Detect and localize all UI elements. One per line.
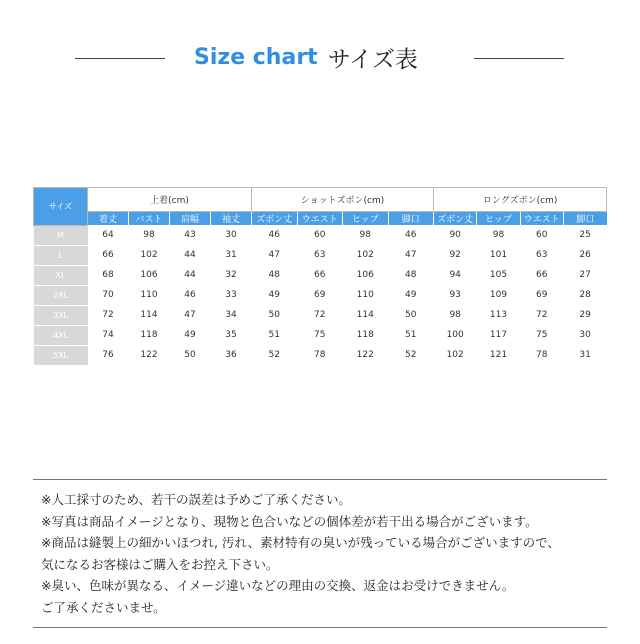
table-cell: 66 [314,270,326,280]
table-cell: 98 [359,230,371,240]
table-cell: 110 [356,290,374,300]
table-cell: 98 [449,310,461,320]
table-cell: 26 [579,250,591,260]
table-cell: 49 [268,290,280,300]
table-cell: 50 [184,350,196,360]
table-row [34,305,607,325]
table-cell: 70 [102,290,114,300]
table-cell: 66 [536,270,548,280]
table-cell: 66 [102,250,114,260]
table-cell: 33 [225,290,237,300]
note-line: ※商品は縫製上の細かいほつれ, 汚れ、素材特有の臭いが残っている場合がございますので、 [41,535,560,550]
table-cell: 114 [356,310,374,320]
table-cell: 52 [268,350,280,360]
sub-header: ヒップ [477,212,520,226]
table-cell: 122 [356,350,374,360]
table-row [34,345,607,365]
note-line: ※臭い、色味が異なる、イメージ違いなどの理由の交換、返金はお受けできません。 [41,578,515,593]
table-cell: 69 [314,290,326,300]
sub-header: ズボン丈 [252,212,298,226]
header-rule-right [474,58,564,59]
table-cell: 30 [579,330,591,340]
table-cell: 29 [579,310,591,320]
size-table [33,187,607,366]
table-cell: 121 [489,350,508,360]
sub-header: ズボン丈 [434,212,477,226]
table-cell: 28 [579,290,591,300]
table-cell: 74 [102,330,114,340]
table-cell: 44 [184,250,196,260]
group-header-short-pants: ショットズボン(cm) [252,188,434,212]
size-label: 3XL [34,305,88,325]
table-row [34,265,607,285]
table-cell: 93 [449,290,461,300]
table-cell: 30 [225,230,237,240]
title-japanese: サイズ表 [327,46,418,73]
table-cell: 75 [314,330,326,340]
table-cell: 110 [140,290,158,300]
table-cell: 78 [314,350,326,360]
table-cell: 25 [579,230,591,240]
table-cell: 72 [102,310,114,320]
table-cell: 36 [225,350,237,360]
table-group-header-row [34,188,607,212]
table-cell: 92 [449,250,461,260]
sub-header: 着丈 [88,212,129,226]
note-line: ※写真は商品イメージとなり、現物と色合いなどの個体差が若干出る場合がございます。 [41,513,538,529]
page-title [194,38,454,76]
table-cell: 109 [489,290,508,300]
table-cell: 106 [356,270,374,280]
table-cell: 118 [356,330,374,340]
size-label: XL [34,265,88,285]
sub-header: 脚口 [388,212,434,226]
header-rule-left [75,58,165,59]
sub-header: 脚口 [563,212,606,226]
table-cell: 44 [184,270,196,280]
notes-block [41,489,611,618]
table-cell: 27 [579,270,591,280]
size-column-header: サイズ [34,188,88,226]
sub-header: ヒップ [343,212,389,226]
table-row [34,285,607,305]
sub-header: 肩幅 [170,212,211,226]
note-line: ご了承くださいませ。 [41,599,166,615]
group-header-long-pants: ロングズボン(cm) [434,188,607,212]
table-cell: 114 [140,310,158,320]
table-cell: 113 [489,310,508,320]
table-cell: 122 [140,350,158,360]
table-cell: 102 [140,250,158,260]
table-cell: 72 [536,310,548,320]
sub-header: バスト [129,212,170,226]
table-cell: 78 [536,350,548,360]
table-row [34,325,607,345]
table-cell: 60 [314,230,326,240]
table-cell: 98 [143,230,155,240]
table-cell: 106 [140,270,158,280]
notes-rule-bottom [33,627,607,628]
table-cell: 90 [449,230,461,240]
table-cell: 102 [446,350,464,360]
table-cell: 98 [492,230,505,240]
table-cell: 47 [268,250,280,260]
sub-header: ウエスト [297,212,343,226]
table-cell: 117 [489,330,508,340]
table-cell: 64 [102,230,114,240]
table-cell: 47 [405,250,417,260]
table-cell: 68 [102,270,114,280]
table-cell: 31 [225,250,237,260]
table-cell: 75 [536,330,548,340]
size-label: L [34,245,88,265]
table-cell: 46 [405,230,417,240]
table-cell: 46 [184,290,196,300]
table-cell: 105 [489,270,508,280]
table-cell: 60 [536,230,548,240]
table-cell: 34 [225,310,237,320]
size-label: 5XL [34,345,88,365]
table-cell: 76 [102,350,114,360]
notes-rule-top [33,479,607,480]
table-cell: 43 [184,230,196,240]
table-cell: 118 [140,330,158,340]
size-label: M [34,225,88,245]
size-label: 2XL [34,285,88,305]
table-cell: 50 [405,310,417,320]
table-row [34,245,607,265]
sub-header: ウエスト [520,212,563,226]
table-cell: 63 [314,250,326,260]
note-line: ※人工採寸のため、若干の誤差は予めご了承ください。 [41,492,351,507]
table-cell: 49 [184,330,196,340]
table-cell: 102 [356,250,374,260]
sub-header: 袖丈 [211,212,252,226]
table-cell: 50 [268,310,280,320]
group-header-jacket: 上着(cm) [88,188,252,212]
table-cell: 101 [489,250,508,260]
table-cell: 52 [405,350,417,360]
table-cell: 48 [268,270,280,280]
table-cell: 31 [579,350,591,360]
table-cell: 94 [449,270,461,280]
table-cell: 100 [446,330,464,340]
table-cell: 35 [225,330,237,340]
table-cell: 51 [268,330,280,340]
table-row [34,225,607,245]
table-cell: 72 [314,310,326,320]
table-cell: 51 [405,330,417,340]
title-english: Size chart [194,44,318,70]
table-cell: 69 [536,290,548,300]
table-cell: 32 [225,270,237,280]
table-cell: 46 [268,230,280,240]
table-sub-header-row [34,212,607,226]
table-cell: 48 [405,270,417,280]
note-line: 気になるお客様はご購入をお控え下さい。 [41,556,279,572]
table-cell: 47 [184,310,196,320]
table-cell: 49 [405,290,417,300]
table-cell: 63 [536,250,548,260]
size-label: 4XL [34,325,88,345]
